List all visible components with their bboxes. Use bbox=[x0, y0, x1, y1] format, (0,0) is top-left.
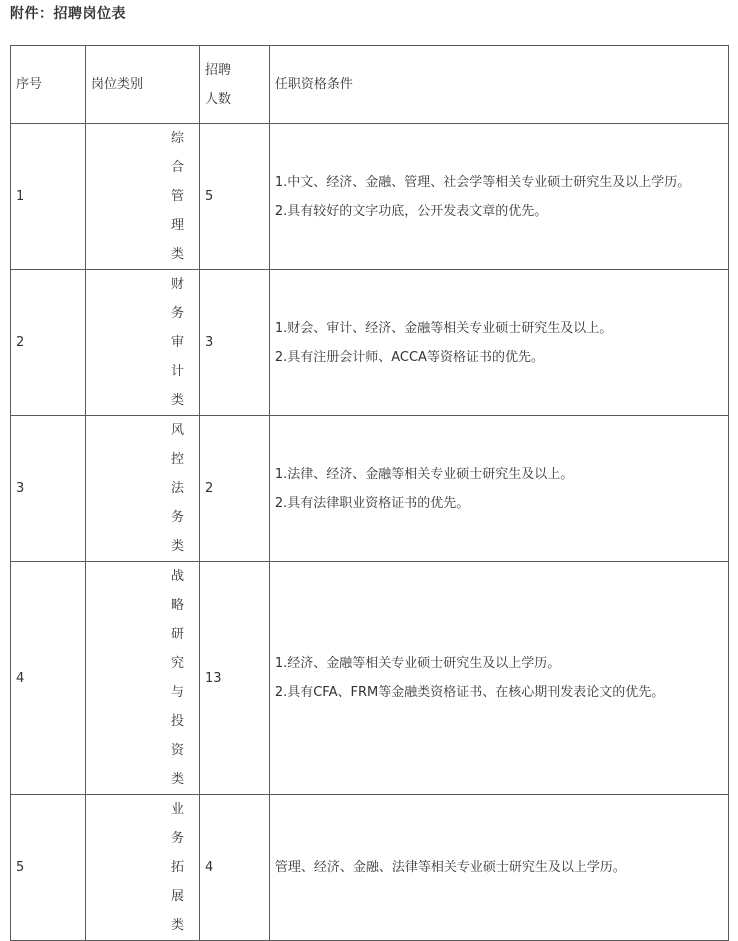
row-no: 5 bbox=[11, 795, 86, 941]
row-requirements bbox=[269, 270, 728, 416]
row-category bbox=[85, 270, 199, 416]
header-count-line1: 招聘 bbox=[204, 62, 231, 78]
table-row bbox=[11, 416, 729, 562]
category-line: 投资类 bbox=[170, 714, 184, 787]
row-category bbox=[85, 562, 199, 795]
row-requirements bbox=[269, 124, 728, 270]
row-no: 3 bbox=[11, 416, 86, 562]
table-row bbox=[11, 270, 729, 416]
row-count: 3 bbox=[199, 270, 269, 416]
row-count: 13 bbox=[199, 562, 269, 795]
requirement-item: 2.具有较好的文字功底，公开发表文章的优先。 bbox=[274, 203, 548, 219]
category-line: 业务 bbox=[170, 802, 184, 846]
row-count: 2 bbox=[199, 416, 269, 562]
category-line: 风控 bbox=[170, 423, 184, 467]
row-category bbox=[85, 416, 199, 562]
table-header-row bbox=[11, 46, 729, 124]
requirement-item: 1.财会、审计、经济、金融等相关专业硕士研究生及以上。 bbox=[274, 320, 613, 336]
table-row bbox=[11, 124, 729, 270]
requirement-item: 2.具有法律职业资格证书的优先。 bbox=[274, 495, 470, 511]
header-category: 岗位类别 bbox=[85, 46, 199, 124]
category-line: 战略 bbox=[170, 569, 184, 613]
category-line: 审计类 bbox=[170, 335, 184, 408]
category-line: 管理类 bbox=[170, 189, 184, 262]
category-line: 研究与 bbox=[170, 627, 184, 700]
row-requirements bbox=[269, 795, 728, 941]
table-row bbox=[11, 562, 729, 795]
category-line: 拓展类 bbox=[170, 860, 184, 933]
header-count bbox=[199, 46, 269, 124]
category-line: 财务 bbox=[170, 277, 184, 321]
row-no: 2 bbox=[11, 270, 86, 416]
row-category bbox=[85, 795, 199, 941]
requirement-item: 管理、经济、金融、法律等相关专业硕士研究生及以上学历。 bbox=[274, 860, 626, 875]
recruitment-table bbox=[10, 45, 729, 941]
header-count-line2: 人数 bbox=[204, 91, 231, 107]
document-title: 附件：招聘岗位表 bbox=[10, 6, 126, 22]
header-requirements: 任职资格条件 bbox=[269, 46, 728, 124]
row-requirements bbox=[269, 416, 728, 562]
row-count: 4 bbox=[199, 795, 269, 941]
row-requirements bbox=[269, 562, 728, 795]
category-line: 综合 bbox=[170, 131, 184, 175]
requirement-item: 1.中文、经济、金融、管理、社会学等相关专业硕士研究生及以上学历。 bbox=[274, 174, 691, 190]
header-no: 序号 bbox=[11, 46, 86, 124]
row-category bbox=[85, 124, 199, 270]
row-no: 4 bbox=[11, 562, 86, 795]
requirement-item: 1.经济、金融等相关专业硕士研究生及以上学历。 bbox=[274, 656, 561, 671]
category-line: 法务类 bbox=[170, 481, 184, 554]
requirement-item: 2.具有CFA、FRM等金融类资格证书、在核心期刊发表论文的优先。 bbox=[274, 685, 665, 700]
requirement-item: 1.法律、经济、金融等相关专业硕士研究生及以上。 bbox=[274, 466, 574, 482]
row-count: 5 bbox=[199, 124, 269, 270]
requirement-item: 2.具有注册会计师、ACCA等资格证书的优先。 bbox=[274, 349, 544, 365]
row-no: 1 bbox=[11, 124, 86, 270]
table-row bbox=[11, 795, 729, 941]
